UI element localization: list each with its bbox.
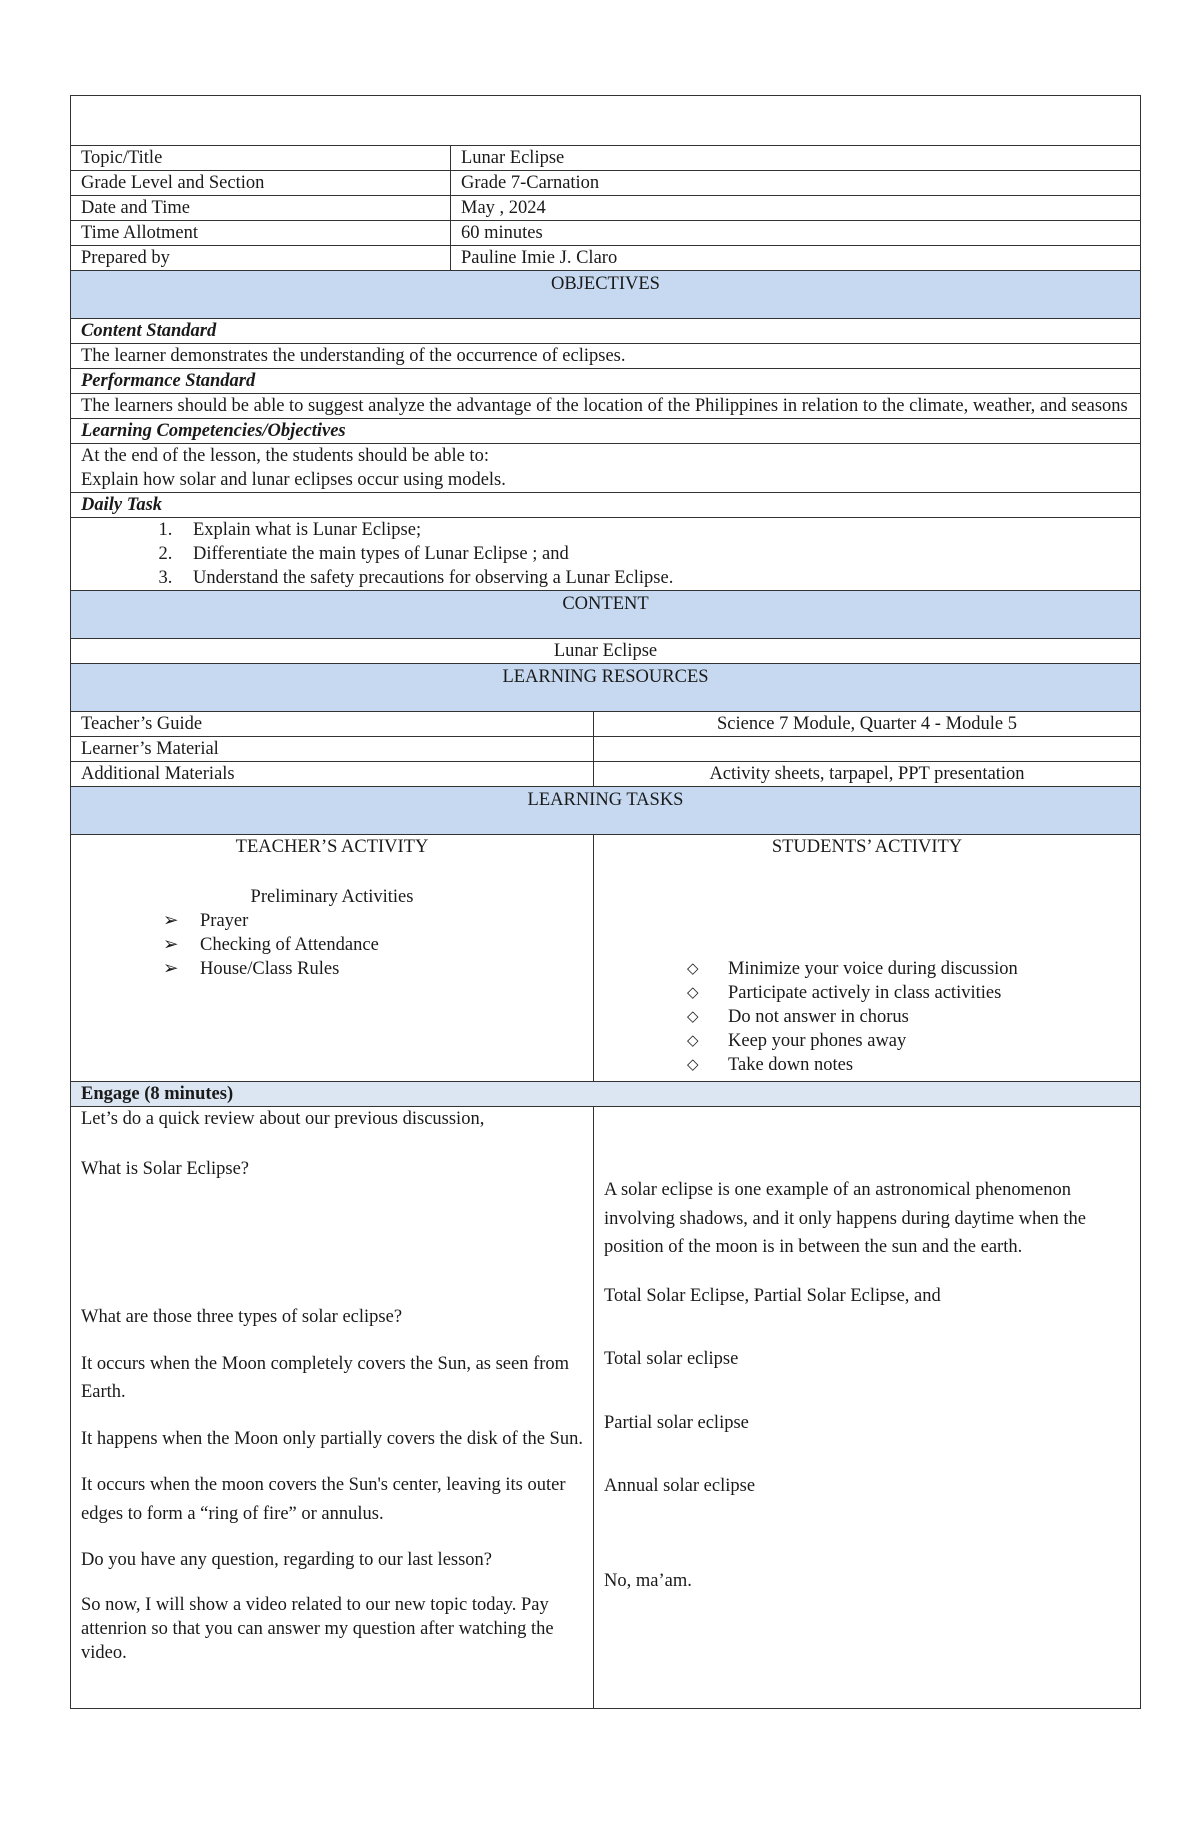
class-rule-item: ◇ Keep your phones away (687, 1031, 907, 1051)
resource-row (71, 737, 1141, 762)
resource-row (71, 762, 1141, 787)
content-header-row (71, 591, 1141, 639)
diamond-bullet-icon: ◇ (687, 1033, 699, 1049)
info-value: Pauline Imie J. Claro (451, 246, 1141, 271)
diamond-bullet-icon: ◇ (687, 985, 699, 1001)
class-rules-list (604, 957, 1130, 1077)
info-row (71, 171, 1141, 196)
engage-student-line: A solar eclipse is one example of an astronomical phenomenon involving shadows, and it only happens during daytime when the position of the moon is in between the sun and the earth. (604, 1180, 1086, 1257)
diamond-bullet-icon: ◇ (687, 1009, 699, 1025)
student-activity-cell (594, 835, 1141, 1082)
preliminary-item: ➢ Prayer (163, 911, 249, 931)
daily-task-item: 2. Differentiate the main types of Lunar Eclipse ; and (177, 542, 1130, 566)
objectives-header-row (71, 271, 1141, 319)
engage-student-line: Total solar eclipse (604, 1349, 739, 1369)
class-rule-item: ◇ Do not answer in chorus (687, 1007, 909, 1027)
teacher-activity-heading: TEACHER’S ACTIVITY (235, 837, 429, 857)
performance-standard-label: Performance Standard (71, 369, 1141, 394)
engage-header-row (71, 1082, 1141, 1107)
content-header: CONTENT (71, 591, 1141, 639)
preliminary-item: ➢ Checking of Attendance (163, 935, 379, 955)
arrow-bullet-icon: ➢ (163, 911, 179, 931)
daily-task-cell (71, 518, 1141, 591)
competencies-label: Learning Competencies/Objectives (71, 419, 1141, 444)
class-rule-item: ◇ Participate actively in class activities (687, 983, 1002, 1003)
content-value: Lunar Eclipse (71, 639, 1141, 664)
engage-teacher-line: So now, I will show a video related to our new topic today. Pay attenrion so that you can answer my question after watching the video. (81, 1594, 554, 1663)
arrow-bullet-icon: ➢ (163, 959, 179, 979)
resources-header-row (71, 664, 1141, 712)
engage-student-line: No, ma’am. (604, 1570, 692, 1591)
resource-value (594, 737, 1141, 762)
engage-row (71, 1107, 1141, 1709)
diamond-bullet-icon: ◇ (687, 961, 699, 977)
resource-value: Activity sheets, tarpapel, PPT presentation (594, 762, 1141, 787)
info-label: Date and Time (71, 196, 451, 221)
performance-standard-text: The learners should be able to suggest analyze the advantage of the location of the Philippines in relation to the climate, weather, and seasons (71, 394, 1141, 419)
engage-student-line: Total Solar Eclipse, Partial Solar Eclipse, and (604, 1285, 941, 1306)
info-row (71, 246, 1141, 271)
resource-row (71, 712, 1141, 737)
info-value: 60 minutes (451, 221, 1141, 246)
competencies-line: Explain how solar and lunar eclipses occur using models. (81, 470, 506, 490)
competencies-line: At the end of the lesson, the students should be able to: (81, 446, 489, 466)
teacher-activity-cell (71, 835, 594, 1082)
class-rule-item: ◇ Minimize your voice during discussion (687, 959, 1018, 979)
daily-task-list (81, 518, 1130, 590)
student-activity-heading: STUDENTS’ ACTIVITY (771, 837, 963, 857)
resources-header: LEARNING RESOURCES (71, 664, 1141, 712)
preliminary-list (81, 909, 583, 981)
engage-teacher-cell (71, 1107, 594, 1709)
resource-label: Teacher’s Guide (71, 712, 594, 737)
lesson-plan-page (70, 95, 1140, 1709)
competencies-cell (71, 444, 1141, 493)
blank-header-row (71, 96, 1141, 146)
engage-teacher-line: Let’s do a quick review about our previous discussion, (81, 1109, 485, 1129)
engage-teacher-line: What is Solar Eclipse? (81, 1159, 249, 1179)
engage-teacher-line: It occurs when the moon covers the Sun's center, leaving its outer edges to form a “ring of fire” or annulus. (81, 1475, 566, 1524)
info-row (71, 196, 1141, 221)
info-row (71, 221, 1141, 246)
engage-teacher-line: It happens when the Moon only partially covers the disk of the Sun. (81, 1428, 583, 1449)
info-value: Grade 7-Carnation (451, 171, 1141, 196)
preliminary-item: ➢ House/Class Rules (163, 959, 340, 979)
info-value: May , 2024 (451, 196, 1141, 221)
diamond-bullet-icon: ◇ (687, 1057, 699, 1073)
engage-teacher-line: What are those three types of solar eclipse? (81, 1307, 403, 1327)
resource-label: Additional Materials (71, 762, 594, 787)
objectives-header: OBJECTIVES (71, 271, 1141, 319)
info-value: Lunar Eclipse (451, 146, 1141, 171)
preliminary-heading: Preliminary Activities (250, 887, 414, 907)
engage-student-cell (594, 1107, 1141, 1709)
activities-row (71, 835, 1141, 1082)
engage-teacher-line: It occurs when the Moon completely covers the Sun, as seen from Earth. (81, 1353, 570, 1402)
tasks-header-row (71, 787, 1141, 835)
arrow-bullet-icon: ➢ (163, 935, 179, 955)
class-rule-item: ◇ Take down notes (687, 1055, 854, 1075)
content-standard-label: Content Standard (71, 319, 1141, 344)
info-label: Grade Level and Section (71, 171, 451, 196)
resource-label: Learner’s Material (71, 737, 594, 762)
info-label: Topic/Title (71, 146, 451, 171)
engage-header: Engage (8 minutes) (71, 1082, 1141, 1107)
daily-task-item: 1. Explain what is Lunar Eclipse; (177, 518, 1130, 542)
daily-task-label: Daily Task (71, 493, 1141, 518)
engage-student-line: Partial solar eclipse (604, 1412, 749, 1433)
tasks-header: LEARNING TASKS (71, 787, 1141, 835)
content-standard-text: The learner demonstrates the understanding of the occurrence of eclipses. (71, 344, 1141, 369)
daily-task-item: 3. Understand the safety precautions for observing a Lunar Eclipse. (177, 566, 1130, 590)
info-label: Prepared by (71, 246, 451, 271)
engage-student-line: Annual solar eclipse (604, 1476, 756, 1496)
resource-value: Science 7 Module, Quarter 4 - Module 5 (594, 712, 1141, 737)
info-row (71, 146, 1141, 171)
engage-teacher-line: Do you have any question, regarding to our last lesson? (81, 1550, 493, 1570)
info-label: Time Allotment (71, 221, 451, 246)
lesson-plan-table (70, 95, 1141, 1709)
